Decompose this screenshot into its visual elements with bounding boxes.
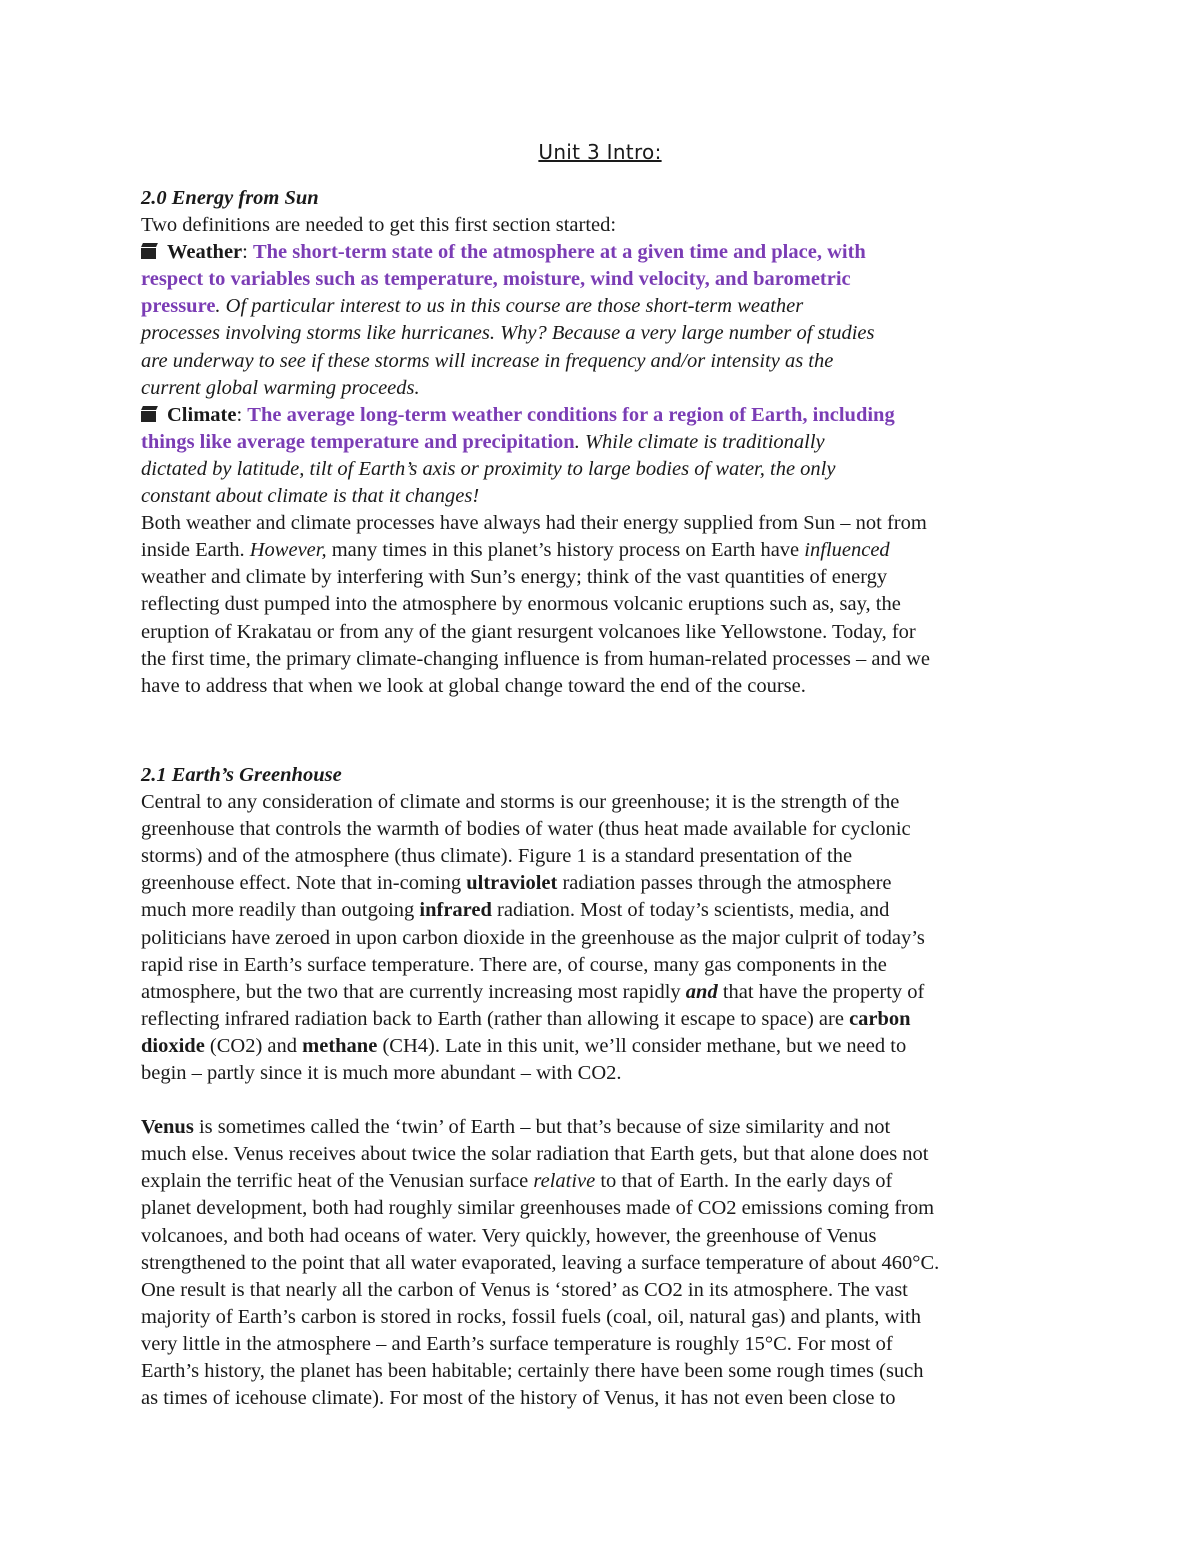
emphasis-carbon: carbon bbox=[849, 1007, 911, 1030]
text-run: greenhouse effect. Note that in-coming bbox=[141, 872, 467, 895]
climate-definition-line-1 bbox=[141, 402, 1061, 429]
climate-note: . While climate is traditionally bbox=[574, 430, 825, 453]
weather-definition-end: pressure bbox=[141, 295, 216, 318]
paragraph-line bbox=[141, 1168, 1061, 1195]
paragraph-line: majority of Earth’s carbon is stored in rocks, fossil fuels (coal, oil, natural gas) and plants, with bbox=[141, 1305, 921, 1328]
section-earths-greenhouse bbox=[141, 762, 1061, 1412]
emphasis-dioxide: dioxide bbox=[141, 1034, 205, 1057]
climate-definition-line-2 bbox=[141, 429, 1061, 456]
climate-definition-end: things like average temperature and precipitation bbox=[141, 430, 575, 453]
paragraph-line: have to address that when we look at global change toward the end of the course. bbox=[141, 674, 806, 697]
emphasis-however: However, bbox=[249, 539, 327, 562]
paragraph-line: politicians have zeroed in upon carbon dioxide in the greenhouse as the major culprit of today’s bbox=[141, 926, 925, 949]
page-title: Unit 3 Intro: bbox=[538, 140, 662, 164]
text-run: (CO2) and bbox=[204, 1034, 303, 1057]
weather-note-line: current global warming proceeds. bbox=[141, 376, 420, 399]
text-run: radiation passes through the atmosphere bbox=[557, 872, 892, 895]
text-run: is sometimes called the ‘twin’ of Earth – but that’s because of size similarity and not bbox=[193, 1116, 891, 1139]
weather-definition-line-1 bbox=[141, 239, 1061, 266]
text-run: (CH4). Late in this unit, we’ll consider methane, but we need to bbox=[377, 1034, 907, 1057]
paragraph-line: storms) and of the atmosphere (thus climate). Figure 1 is a standard presentation of the bbox=[141, 845, 853, 868]
text-run: that have the property of bbox=[717, 980, 925, 1003]
paragraph-line bbox=[141, 979, 1061, 1006]
paragraph-line: strengthened to the point that all water evaporated, leaving a surface temperature of about 460°C. bbox=[141, 1251, 940, 1274]
emphasis-influenced: influenced bbox=[804, 539, 890, 562]
paragraph-line: very little in the atmosphere – and Earth’s surface temperature is roughly 15°C. For most of bbox=[141, 1332, 893, 1355]
weather-colon: : bbox=[242, 241, 253, 264]
section-heading: 2.0 Energy from Sun bbox=[141, 187, 319, 209]
emphasis-methane: methane bbox=[302, 1034, 378, 1057]
emphasis-and: and bbox=[685, 980, 718, 1003]
clapperboard-icon bbox=[141, 243, 157, 259]
climate-note-line: constant about climate is that it changes! bbox=[141, 485, 480, 508]
paragraph-line bbox=[141, 897, 1061, 924]
paragraph-line: volcanoes, and both had oceans of water. Very quickly, however, the greenhouse of Venus bbox=[141, 1224, 877, 1247]
paragraph-line: Both weather and climate processes have always had their energy supplied from Sun – not from bbox=[141, 512, 927, 535]
paragraph-line: eruption of Krakatau or from any of the giant resurgent volcanoes like Yellowstone. Today, for bbox=[141, 620, 916, 643]
paragraph-line bbox=[141, 1033, 1061, 1060]
climate-note-line: dictated by latitude, tilt of Earth’s axis or proximity to large bodies of water, the only bbox=[141, 457, 836, 480]
paragraph-line: greenhouse that controls the warmth of bodies of water (thus heat made available for cyclonic bbox=[141, 818, 911, 841]
text-run: much more readily than outgoing bbox=[141, 899, 420, 922]
paragraph-line: Earth’s history, the planet has been habitable; certainly there have been some rough times (such bbox=[141, 1359, 924, 1382]
emphasis-venus: Venus bbox=[141, 1116, 194, 1139]
emphasis-infrared: infrared bbox=[419, 899, 492, 922]
text-run: to that of Earth. In the early days of bbox=[595, 1170, 893, 1193]
paragraph-line: much else. Venus receives about twice the solar radiation that Earth gets, but that alone does not bbox=[141, 1143, 929, 1166]
paragraph-spacer bbox=[141, 1087, 1061, 1114]
climate-term: Climate bbox=[167, 403, 237, 426]
paragraph-line: begin – partly since it is much more abundant – with CO2. bbox=[141, 1062, 622, 1085]
paragraph-line bbox=[141, 870, 1061, 897]
climate-definition: The average long-term weather conditions for a region of Earth, including bbox=[247, 403, 895, 426]
paragraph-line bbox=[141, 1006, 1061, 1033]
weather-term: Weather bbox=[167, 241, 243, 264]
paragraph-line: One result is that nearly all the carbon of Venus is ‘stored’ as CO2 in its atmosphere. The vast bbox=[141, 1278, 908, 1301]
text-run: radiation. Most of today’s scientists, media, and bbox=[491, 899, 890, 922]
weather-note-line: processes involving storms like hurricanes. Why? Because a very large number of studies bbox=[141, 322, 875, 345]
weather-definition-line-2: respect to variables such as temperature, moisture, wind velocity, and barometric bbox=[141, 268, 851, 291]
climate-colon: : bbox=[236, 403, 248, 426]
emphasis-relative: relative bbox=[533, 1170, 596, 1193]
text-run: many times in this planet’s history process on Earth have bbox=[326, 539, 805, 562]
paragraph-line: weather and climate by interfering with Sun’s energy; think of the vast quantities of energy bbox=[141, 566, 888, 589]
text-run: inside Earth. bbox=[141, 539, 250, 562]
text-run: atmosphere, but the two that are currently increasing most rapidly bbox=[141, 980, 686, 1003]
section-energy-from-sun bbox=[141, 185, 1061, 700]
weather-note-line: are underway to see if these storms will increase in frequency and/or intensity as the bbox=[141, 349, 834, 372]
paragraph-line: as times of icehouse climate). For most of the history of Venus, it has not even been close to bbox=[141, 1387, 896, 1410]
section-heading: 2.1 Earth’s Greenhouse bbox=[141, 764, 342, 786]
paragraph-line: Central to any consideration of climate and storms is our greenhouse; it is the strength of the bbox=[141, 791, 900, 814]
weather-note: . Of particular interest to us in this course are those short-term weather bbox=[215, 295, 804, 318]
weather-definition-line-3 bbox=[141, 293, 1061, 320]
paragraph-line: rapid rise in Earth’s surface temperature. There are, of course, many gas components in the bbox=[141, 953, 887, 976]
paragraph-line: planet development, both had roughly similar greenhouses made of CO2 emissions coming from bbox=[141, 1197, 935, 1220]
emphasis-ultraviolet: ultraviolet bbox=[466, 872, 558, 895]
clapperboard-icon bbox=[141, 406, 157, 422]
text-run: explain the terrific heat of the Venusian surface bbox=[141, 1170, 534, 1193]
paragraph-line bbox=[141, 537, 1061, 564]
weather-definition: The short-term state of the atmosphere at a given time and place, with bbox=[252, 241, 866, 264]
text-run: reflecting infrared radiation back to Earth (rather than allowing it escape to space) are bbox=[141, 1007, 850, 1030]
section-intro: Two definitions are needed to get this first section started: bbox=[141, 214, 617, 237]
paragraph-line: the first time, the primary climate-changing influence is from human-related processes – and we bbox=[141, 647, 930, 670]
paragraph-line: reflecting dust pumped into the atmosphere by enormous volcanic eruptions such as, say, the bbox=[141, 593, 901, 616]
paragraph-line bbox=[141, 1114, 1061, 1141]
